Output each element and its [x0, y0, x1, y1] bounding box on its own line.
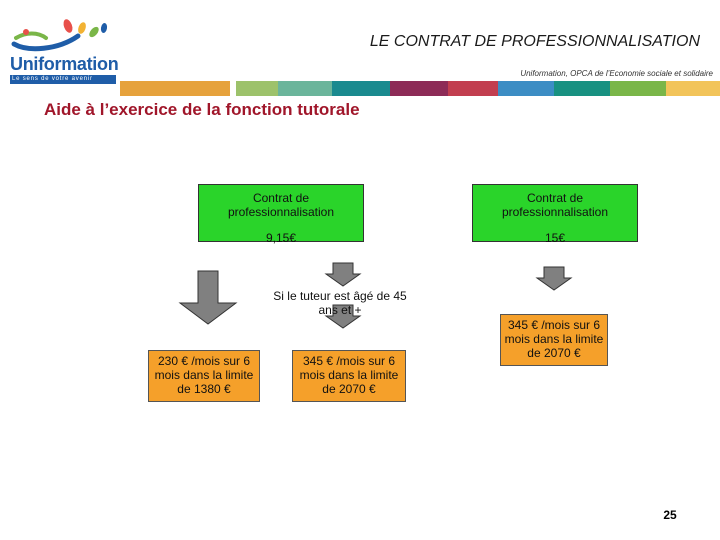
page-number: 25: [663, 508, 677, 522]
aid-result-text: 345 € /mois sur 6 mois dans la limite de 2070 €: [299, 354, 399, 396]
page-subtitle: Uniformation, OPCA de l’Economie sociale et solidaire: [520, 69, 713, 78]
down-arrow-icon: [178, 270, 238, 326]
aid-result-box-1: [148, 350, 260, 402]
color-band-segment: [278, 81, 332, 96]
age-condition-text: Si le tuteur est âgé de 45 ans et +: [273, 289, 407, 317]
aid-result-text: 230 € /mois sur 6 mois dans la limite de 1380 €: [154, 354, 254, 396]
down-arrow-icon: [324, 262, 362, 288]
contract-box-label: Contrat de professionnalisation: [227, 191, 335, 219]
aid-result-box-3: [500, 314, 608, 366]
section-heading: Aide à l’exercice de la fonction tutorale: [44, 100, 360, 119]
logo-leaves-icon: [8, 18, 120, 58]
down-arrow-icon: [535, 266, 573, 292]
color-band-segment: [332, 81, 390, 96]
color-band-segment: [236, 81, 278, 96]
color-band-segment: [390, 81, 448, 96]
aid-result-box-2: [292, 350, 406, 402]
color-band-segment: [120, 81, 230, 96]
aid-result-text: 345 € /mois sur 6 mois dans la limite de 2070 €: [504, 318, 604, 360]
logo-tagline: Le sens de votre avenir: [10, 75, 116, 84]
contract-box-amount: 15€: [544, 231, 566, 245]
color-band-segment: [554, 81, 610, 96]
logo-wordmark: Uniformation: [10, 54, 119, 74]
page-title: LE CONTRAT DE PROFESSIONNALISATION: [369, 33, 700, 50]
color-band-segment: [498, 81, 554, 96]
color-band-segment: [666, 81, 720, 96]
contract-box-label: Contrat de professionnalisation: [501, 191, 609, 219]
contract-box-amount: 9,15€: [265, 231, 297, 245]
color-band: [120, 81, 720, 96]
uniformation-logo: [8, 18, 120, 82]
contract-box-left: [198, 184, 364, 245]
contract-box-right: [472, 184, 638, 245]
color-band-segment: [610, 81, 666, 96]
color-band-segment: [448, 81, 498, 96]
